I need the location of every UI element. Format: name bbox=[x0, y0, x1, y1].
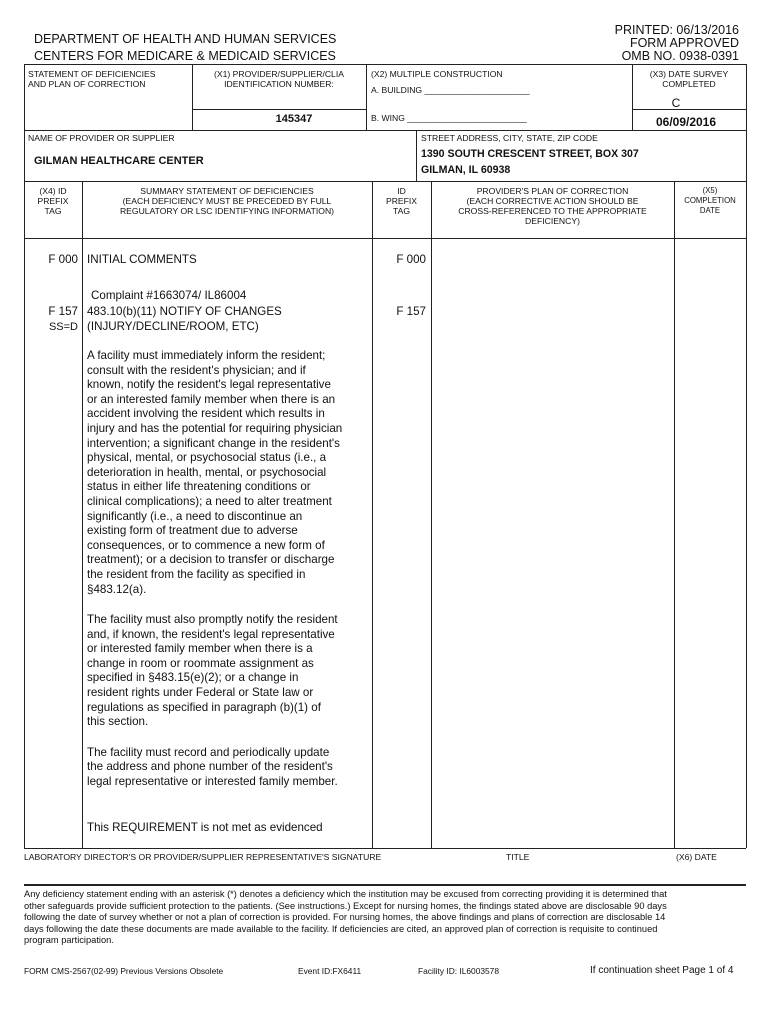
x4-header: (X4) ID PREFIX TAG bbox=[37, 186, 69, 216]
plan-header: PROVIDER'S PLAN OF CORRECTION (EACH CORRECTIVE ACTION SHOULD BE CROSS-REFERENCED TO THE APPROPRIATE DEFICIENCY) bbox=[458, 186, 647, 226]
paragraph-2: The facility must also promptly notify the resident and, if known, the resident's legal representative or interested family member when there is a change in room or roommate assignment as specified in §483.15(e)(2); or a change in resident rights under Federal or State law or regulations as specified in paragraph (b)(1) of this section. bbox=[87, 613, 338, 729]
rule bbox=[24, 64, 746, 65]
wing-field: B. WING _________________________ bbox=[371, 113, 527, 123]
x2-label: (X2) MULTIPLE CONSTRUCTION bbox=[371, 69, 503, 79]
deficiency-text bbox=[87, 349, 371, 806]
x1-label: (X1) PROVIDER/SUPPLIER/CLIA IDENTIFICATION NUMBER: bbox=[214, 69, 344, 89]
title-label: TITLE bbox=[506, 852, 530, 862]
provider-id: 145347 bbox=[275, 113, 313, 125]
tag-f000-right: F 000 bbox=[396, 253, 426, 266]
signature-label: LABORATORY DIRECTOR'S OR PROVIDER/SUPPLIER REPRESENTATIVE'S SIGNATURE bbox=[24, 852, 382, 862]
requirement-statement: This REQUIREMENT is not met as evidenced bbox=[87, 821, 323, 834]
tag-f000: F 000 bbox=[48, 253, 78, 266]
complaint-number: Complaint #1663074/ IL86004 bbox=[91, 289, 247, 302]
x3-label: (X3) DATE SURVEY COMPLETED bbox=[649, 69, 729, 89]
rule bbox=[24, 181, 746, 182]
rule bbox=[192, 109, 366, 110]
border bbox=[674, 181, 675, 848]
signature-date-label: (X6) DATE bbox=[676, 852, 717, 862]
summary-header: SUMMARY STATEMENT OF DEFICIENCIES (EACH DEFICIENCY MUST BE PRECEDED BY FULL REGULATORY OR LSC IDENTIFYING INFORMATION) bbox=[119, 186, 335, 216]
event-id: Event ID:FX6411 bbox=[298, 966, 362, 976]
tag-f157: F 157 bbox=[48, 305, 78, 318]
statement-label: STATEMENT OF DEFICIENCIES AND PLAN OF CORRECTION bbox=[28, 69, 156, 89]
provider-label: NAME OF PROVIDER OR SUPPLIER bbox=[28, 133, 175, 143]
building-field: A. BUILDING ______________________ bbox=[371, 85, 530, 95]
initial-comments-title: INITIAL COMMENTS bbox=[87, 253, 197, 266]
border bbox=[24, 64, 25, 848]
printed-date: PRINTED: 06/13/2016 bbox=[614, 23, 739, 37]
form-approved: FORM APPROVED bbox=[629, 36, 739, 50]
border bbox=[372, 181, 373, 848]
paragraph-1: A facility must immediately inform the resident; consult with the resident's physician; and if known, notify the resident's legal representative or an interested family member when there is an accident involving the resident which results in injury and has the potential for requiring physician intervention; a significant change in the resident's physical, mental, or psychosocial status (i.e., a deterioration in health, mental, or psychosocial status in either life threatening conditions or clinical complications); a need to alter treatment significantly (i.e., a need to discontinue an existing form of treatment due to adverse consequences, or to commence a new form of treatment); or a decision to transfer or discharge the resident from the facility as specified in §483.12(a). bbox=[87, 349, 343, 596]
border bbox=[431, 181, 432, 848]
provider-name: GILMAN HEALTHCARE CENTER bbox=[34, 155, 204, 167]
page-continuation: If continuation sheet Page 1 of 4 bbox=[590, 965, 734, 976]
street-address: 1390 SOUTH CRESCENT STREET, BOX 307 bbox=[421, 148, 639, 160]
border bbox=[416, 130, 417, 181]
tag-f157-right: F 157 bbox=[396, 305, 426, 318]
scope-severity: SS=D bbox=[48, 321, 78, 333]
street-label: STREET ADDRESS, CITY, STATE, ZIP CODE bbox=[421, 133, 598, 143]
facility-id: Facility ID: IL6003578 bbox=[418, 966, 500, 976]
paragraph-3: The facility must record and periodically update the address and phone number of the resident's legal representative or interested family member. bbox=[87, 745, 338, 789]
x5-header: (X5) COMPLETION DATE bbox=[684, 186, 736, 215]
border bbox=[746, 64, 747, 848]
disclaimer: Any deficiency statement ending with an asterisk (*) denotes a deficiency which the institution may be excused from correcting providing it is determined that other safeguards provide sufficient protection to the patients. (See instructions.) Except for nursing homes, the findings stated above are disclosable 90 days following the date of survey whether or not a plan of correction is provided. For nursing homes, the above findings and plans of correction are disclosable 14 days following the date these documents are made available to the facility. If deficiencies are cited, an approved plan of correction is requisite to continued program participation. bbox=[24, 889, 667, 946]
department-title: DEPARTMENT OF HEALTH AND HUMAN SERVICES bbox=[34, 32, 337, 46]
survey-date: 06/09/2016 bbox=[655, 115, 717, 129]
border bbox=[82, 181, 83, 848]
agency-title: CENTERS FOR MEDICARE & MEDICAID SERVICES bbox=[34, 49, 336, 63]
city-state-zip: GILMAN, IL 60938 bbox=[421, 164, 511, 176]
f157-title: 483.10(b)(11) NOTIFY OF CHANGES (INJURY/DECLINE/ROOM, ETC) bbox=[87, 305, 282, 333]
rule bbox=[24, 848, 746, 849]
rule bbox=[24, 130, 746, 131]
id-header: ID PREFIX TAG bbox=[385, 186, 418, 216]
rule bbox=[24, 238, 746, 239]
survey-code: C bbox=[671, 96, 681, 110]
rule bbox=[24, 884, 746, 886]
form-number: FORM CMS-2567(02-99) Previous Versions Obsolete bbox=[24, 966, 224, 976]
omb-number: OMB NO. 0938-0391 bbox=[621, 49, 739, 63]
